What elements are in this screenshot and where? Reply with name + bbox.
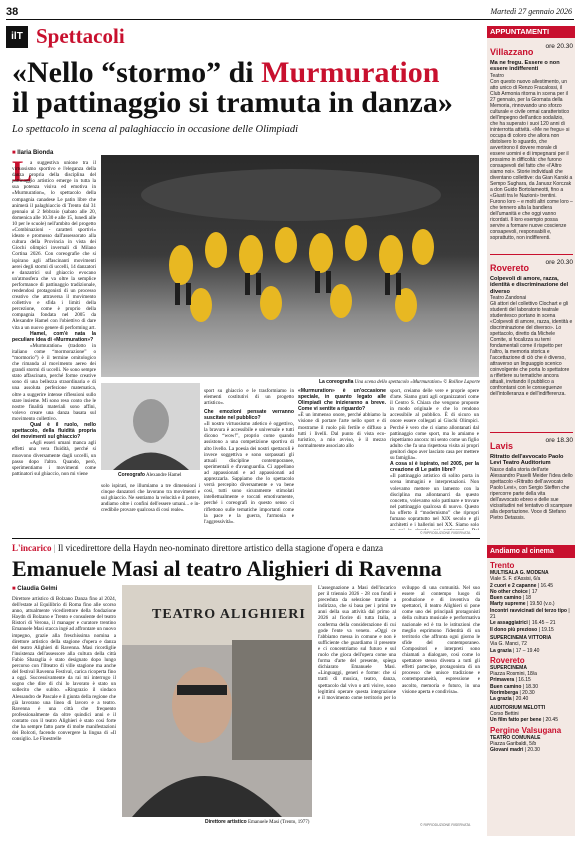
page-number: 38 bbox=[6, 6, 19, 18]
dropcap: L bbox=[12, 155, 33, 188]
main-photo-caption: La coreografia Una scena dello spettacolo «Murmuration» © Rolline Laporte bbox=[318, 379, 480, 385]
main-subtitle: Lo spettacolo in scena al palaghiaccio in occasione delle Olimpiadi bbox=[12, 124, 299, 135]
event-villazzano: Villazzano ore 20.30 Ma ne fregu. Essere o non essere indifferenti Teatro Con questo nuovo allestimento, un atto unico di Renzo Fracalossi, il Club Armonia ritorna in scena per il 27 gennaio, per la Giornata della Memoria, rinnovando uno sforzo culturale e civile ormai caratteristico dell'impegno dell'antico sodalizio, che ha superato i suoi 120 anni di ininterrotta attività. «Me ne fregu» si occupa di coloro che allora non distolsero lo sguardo, che avvertirono il dovere morale di essere uomini e di impegnarsi per il prossimo in difficoltà: che furono consapevoli del fatto che «l'Altro siamo noi». Storie individuali che diventano collettive: da Gian Karski a Sempo Sughara, da Janusz Korczak a don Guido Bortolameotti, fino a «Giusti tra le Nazioni» trentini. Furono loro – e molti altri come loro – che tennero alta la bandiera dell'umanità e che oggi vanno ricordati. Il loro esempio possa servire a formare nuove coscienze consapevoli, responsabili e, soprattutto, non indifferenti. bbox=[490, 43, 573, 241]
second-byline: ■ Claudia Gelmi bbox=[12, 586, 58, 592]
second-col-3: L'assegnazione a Masi dell'incarico per il triennio 2026 - 28 con fondi è preceduta da selezione tramite a indirizzo, che si basa per i primi tre anni della sua attività dal primo al 2026 al fiorire di tutta Italia, a conferma della considerazione di cui gode l'ente va veneto. «Oggi ce l'abbiamo messa in comune e non è sufficiente che guardiamo il presente e ci concentriamo sul futuro e sul ruolo che gioca dell'opera come una forma d'arte del presente, spiega dichiarato Emanuele Masi. «Linguaggi, generi e forme: che si tratti di musica, teatro, danza, spettacolo dal vivo o arti visive, sono legittimi operare questa integrazione e il movimento come territorio per lo sviluppo di una comunità. Nel suo essere al contempo luogo di produzione e di inventiva da spettatori, il teatro Alighieri si pone come uno dei principali protagonisti della cultura musicale e performativa nazionale ed è tra le istituzioni che meglio esprimono l'identità di un territorio che affronta ogni giorno le sfide del contemporaneo. Compositori e interpreti sono chiamati a dialogare, così come lo spettatore stesso diventa a tutti gli effetti partecipe, protagonista di un processo che unisce tradizione e contemporaneità, espressione e ascolto, memoria e futuro, in una visione aperta e condivisa». bbox=[318, 585, 480, 701]
portrait-photo bbox=[101, 383, 200, 470]
event-lavis: Lavis ore 18.30 Ritratto dell'avvocato Paolo Levi Teatro Auditorium Nasce dalla storia dell'arte Alessandro Paselli Meider l'idea dello spettacolo «Ritratto dell'avvocato Paolo Levi», con Sergio Steffen che ripercorre parte della vita dell'avvocato ebreo e delle sue vicissitudini nel tentativo di scampare alla deportazione. Voce di Stefano Pietro Detassis. bbox=[490, 437, 573, 521]
main-col-1: a suggestiva unione tra il virtuosismo sportivo e l'eleganza della danza propria della disciplina del pattinaggio artistico emerge in tutta la sua potenza visiva ed emotiva in «Murmuration», lo spettacolo della compagnia canadese Le patin libre che animerà il palaghiaccio di Trento dal 31 gennaio al 2 febbraio (sabato alle 20, domenica alle 10.30 e alle 15, lunedì alle 10 per le scuole) nell'ambito del progetto «Combinazioni - caratteri sportivi» ideato e promosso dall'assessorato alla cultura della Provincia in vista dei Giochi olimpici invernali di Milano Cortina 2026. Con coreografie che si ispirano agli affascinanti movimenti aerei degli stormi di uccelli, 14 danzatori e danzatrici sul ghiaccio evocano un'atmosfera che va oltre la semplice performance di pattinaggio tradizionale, rendendosi protagonisti di un processo creativo che attraversa il movimento collettivo e sfida i limiti della percezione, come è proprio della compagnia fondata nel 2005 da Alexandre Hamel con l'obiettivo di dare vita a un nuovo genere di performing art. Hamel, com'è nata la peculiare idea di «Murmuration»? «Murmuration» (tradotto in italiano come “mormorazione” o “mormorìo”) è il termine ornitologico che rimanda al movimento aereo dei grandi stormi di uccelli. Ne sono sempre stato affascinato, perché forme creative sono di una bellezza straordinaria e di una assoluta perfezione matematica, oltre a suggerire intense riflessioni sullo stare insieme. Mi sono reso conto che le nostre finalità materiali sono affini, volevo creare una danza basata sul movimento collettivo. Qual è il ruolo, nello spettacolo, della fluidità propria dei movimenti sul ghiaccio? «Agli esseri umani manca agli effetti una vera fluidità, perché si muovono diversamente dagli uccelli, un passo dopo l'altro. Quando, però, sperimentiamo i movimenti come pattinatori sul ghiaccio, non mi viene bbox=[12, 160, 96, 477]
event-rovereto: Rovereto ore 20.30 Colpevoli di amore, razza, identità e discriminazione del diverso Teatro Zandonai Gli attori del collettivo Clochart e gli studenti del laboratorio teatrale studentesco portano in scena «Colpevoli di amore, razza, identità e discriminazione del diverso». Lo spettacolo, diretto da Michele Comite, si focalizza su temi fondamentali come il rispetto per l'altro, la memoria storica e l'accettazione di ciò che è diverso, attraverso un linguaggio scenico coinvolgente che porta lo spettatore a riflettere su tematiche ancora attuali, invitando il pubblico a confrontarsi con le conseguenze dell'intolleranza e dell'indifferenza. bbox=[490, 259, 573, 398]
main-col-4: sport, creiamo delle vere e proprie opere d'arte. Siamo grati agli organizzatori come il Centro S. Chiara che vengono proposte in modo originale e che lo rendono accessibile al pubblico. È di sicuro un onore essere collegati ai Giochi Olimpici. Perché è vero che ci siamo allontanati dal pattinaggio come sport, ma lo amiamo e rispettiamo ancora: mi sento come un figlio adulto che fa una rispettosa visita ai propri genitori dopo aver lasciato casa per mettere su famiglia». A cosa si è ispirato, nel 2005, per la creazione di Le patin libre? «Il pattinaggio artistico di solito porta in scena immagini e interpretazioni. Non volevamo mettere un lamento con la disciplina ma allontanarci da questo concetto, volevamo solo pattinare e trovare nel pattinaggio qualcosa di nuovo. Questo ha offerto il “modernismo” che ripropri fumano soprattutto nel XIX secolo e gli architetti e i ballerini nel XX. Siamo solo bbox=[390, 388, 479, 529]
second-photo bbox=[122, 585, 312, 817]
main-photo bbox=[101, 155, 479, 377]
cinema-header: Andiamo al cinema bbox=[487, 545, 575, 558]
main-col-q: Che emozioni pensate verranno suscitate nel pubblico? «Il nostro virtuosismo atletico è oggettivo, la bravura è accessibile e universale e tutti dicono “wow!”, proprio come quando assistono a una competizione sportiva di alto livello. La poesia dei nostri spettacoli è invece soggettiva e sono sorpassati gli attuali discipline contemporanee, sperimentali e d'avanguardia. Ci appellano ad appassionati e ad appassionati ad apprezzarla. Sappiamo che lo spettacolo verrà percepito diversamente e va bene così, tutti sono sicuramente stimolati intellettualmente e toccati emotivamente, perché i coreografi in questo senso ci riflettono sulle tematiche importanti come la pace e la guerra, l'armonia e l'aggressività». bbox=[204, 409, 294, 525]
newspaper-logo: ilT bbox=[6, 26, 28, 48]
byline: ■ Ilaria Bionda bbox=[12, 150, 54, 156]
second-credit: © RIPRODUZIONE RISERVATA bbox=[420, 823, 471, 827]
second-headline: Emanuele Masi al teatro Alighieri di Ravenna bbox=[12, 556, 442, 581]
headline-highlight: Murmuration bbox=[261, 56, 440, 89]
main-col-3: «Murmuration» è un'occasione speciale, in quanto legato alle Olimpiadi che inizieranno a breve. Come vi sentite a riguardo? «È un immenso onore, perché abbiamo la visione di portare l'arte nello sport e di mostrarne il ruolo più fertile e diffuso a tutti i livelli. Dal punto di vista eco-turistico, a mio avviso, è il mezzo normalmente associato allo bbox=[298, 388, 386, 449]
cinema-list: Trento MULTISALA G. MODENA Viale S. F. d'Assisi, 6/a 2 cuori e 2 capanne | 16.45 No other choice | 17 Buen camino | 18 Marty supreme | 19.50 (v.o.) Incontri ravvicinati del terzo tipo | 21 Le assaggiatrici | 16.45 – 21 Il dono più prezioso | 19.15 SUPERCINEMA VITTORIA Via G. Manci, 72 La grazia | 17 – 19.40 Rovereto SUPERCINEMA Piazza Rosmini, 18/a Primavera | 16.15 Buen camino | 18.30 Norimberga | 20.30 La grazia | 20.40 AUDITORIUM MELOTTI Corso Bettini Un film fatto per bene | 20.45 Pergine Valsugana TEATRO COMUNALE Piazza Garibaldi, 5/b Giovani madri | 20.30 bbox=[490, 561, 570, 754]
main-col-2: solo ispirati, ne illumiamo a tre dimensioni i cinque danzatori che lavorano tra movimenti e sul ghiaccio. Ne sentiamo la velocità e il potere, andiamo oltre i confini dell'essere umani... e in-credibile provare qualcosa di così reale». bbox=[101, 483, 200, 514]
section-title: Spettacoli bbox=[36, 24, 125, 48]
theatre-sign: TEATRO ALIGHIERI bbox=[152, 607, 306, 622]
date-line: Martedì 27 gennaio 2026 bbox=[490, 7, 572, 16]
portrait-caption: Coreografo Alexandre Hamel bbox=[118, 472, 182, 478]
main-credit: © RIPRODUZIONE RISERVATA bbox=[420, 531, 471, 535]
main-headline: «Nello “stormo” di Murmuration il pattinaggio si tramuta in danza» bbox=[12, 56, 453, 119]
second-col-1: Direttore artistico di Bolzano Danza fino al 2024, dell'estate al Equilibrio di Roma fino alle scorso anno, attualmente vicedirettore della fondazione Haydn di Bolzano e Trento e consulente del teatro Ristori di Verona, il manager e curatore trentino Emanuele Masi stacca ingé ad affrontare un nuovo impegno, grazie alla freschissima nomina a direttore artistico della stagione d'opera e danza del teatro Alighieri di Ravenna. Masi ricordiglie l'insistenza dell'assessore alla cultura della città Fabio Sbaraglia è stato designato dopo lungo percorso con l'Ilteatro di ville stagione ma anche del festival Ravenna Festival, carica ricoperta fino a oggi. Successivamente da rai mi interrogo il sogno che dire di chi lo lavorato è stato un sollecito che subito. «Ringrazio il sindaco Alessandro de Pascale e il giunta della regione che già lavorano una linea di lavoro e a teatro. Ravenna è una città che frequento professionalmente da oltre quindici anni e il contatto con il teatro Alighieri è stato così forte che ha sempre fatto parte di molte manifestazioni dei Bolcoti, facendo convergere la lingua di «Il consiglio. Le Finestrelle bbox=[12, 596, 116, 743]
second-photo-caption: Direttore artistico Emanuele Masi (Trento, 1977) bbox=[205, 819, 310, 825]
sidebar-header: APPUNTAMENTI bbox=[487, 26, 575, 38]
kicker: L'incarico | Il vicedirettore della Haydn neo-nominato direttore artistico della stagione d'opera e danza bbox=[12, 543, 384, 553]
main-col-2b: sport su ghiaccio e le trasformiamo in elementi costitutivi di un progetto artistico». bbox=[204, 388, 294, 407]
